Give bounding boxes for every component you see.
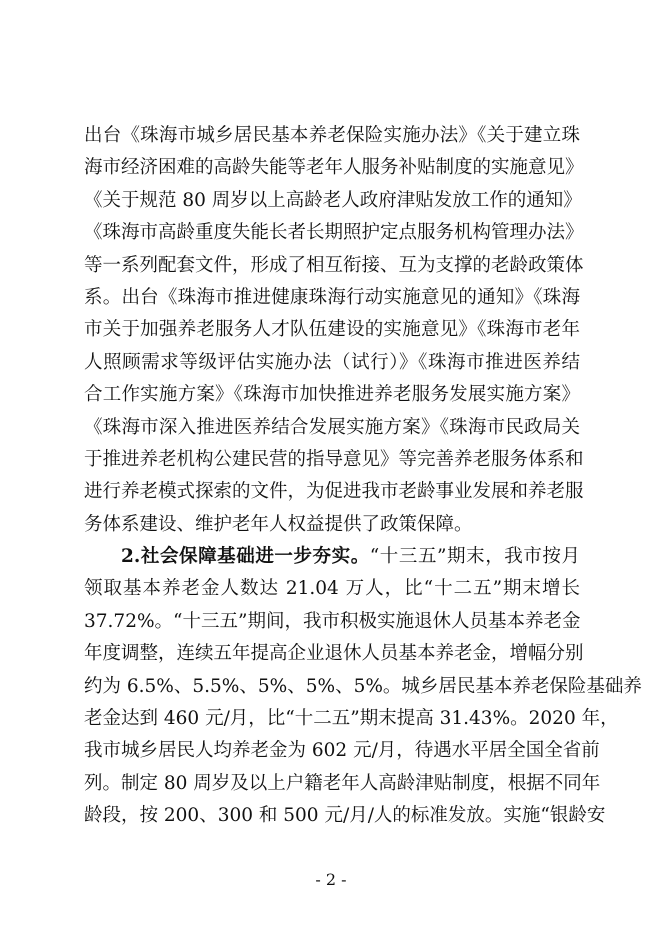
text-line: 年度调整，连续五年提高企业退休人员基本养老金，增幅分别 bbox=[84, 643, 584, 665]
text-line: 《关于规范 80 周岁以上高龄老人政府津贴发放工作的通知》 bbox=[84, 189, 582, 211]
text-line: 进行养老模式探索的文件，为促进我市老龄事业发展和养老服 bbox=[84, 481, 584, 503]
text-line: 我市城乡居民人均养老金为 602 元/月，待遇水平居全国全省前 bbox=[84, 740, 600, 762]
paragraph-social-security bbox=[84, 541, 642, 833]
text-line: 领取基本养老金人数达 21.04 万人，比“十二五”期末增长 bbox=[84, 578, 580, 600]
text-line: 《珠海市深入推进医养结合发展实施方案》《珠海市民政局关 bbox=[84, 416, 580, 438]
paragraph-first-line bbox=[84, 541, 580, 573]
text-line: 市关于加强养老服务人才队伍建设的实施意见》《珠海市老年 bbox=[84, 319, 580, 341]
text-line: 龄段，按 200、300 和 500 元/月/人的标准发放。实施“银龄安 bbox=[84, 805, 606, 827]
text-line: 出台《珠海市城乡居民基本养老保险实施办法》《关于建立珠 bbox=[84, 125, 580, 146]
text-line: 于推进养老机构公建民营的指导意见》等完善养老服务体系和 bbox=[84, 448, 584, 470]
text-line: 合工作实施方案》《珠海市加快推进养老服务发展实施方案》 bbox=[84, 384, 580, 406]
text-line: 《珠海市高龄重度失能长者长期照护定点服务机构管理办法》 bbox=[84, 222, 584, 244]
text-line: 务体系建设、维护老年人权益提供了政策保障。 bbox=[84, 513, 473, 535]
text-line: 列。制定 80 周岁及以上户籍老年人高龄津贴制度，根据不同年 bbox=[84, 772, 601, 794]
body-text bbox=[84, 120, 642, 833]
section-heading: 2.社会保障基础进一步夯实。 bbox=[121, 546, 370, 568]
text-line: 37.72%。“十三五”期间，我市积极实施退休人员基本养老金 bbox=[84, 610, 581, 632]
text-line: 系。出台《珠海市推进健康珠海行动实施意见的通知》《珠海 bbox=[84, 286, 580, 308]
text-line: 海市经济困难的高龄失能等老年人服务补贴制度的实施意见》 bbox=[84, 157, 584, 179]
text-line: 约为 6.5%、5.5%、5%、5%、5%。城乡居民基本养老保险基础养 bbox=[84, 675, 642, 697]
text-line: 老金达到 460 元/月，比“十二五”期末提高 31.43%。2020 年， bbox=[84, 708, 619, 730]
text-run: “十三五”期末，我市按月 bbox=[369, 546, 580, 568]
text-line: 等一系列配套文件，形成了相互衔接、互为支撑的老龄政策体 bbox=[84, 254, 584, 276]
text-line: 人照顾需求等级评估实施办法（试行）》《珠海市推进医养结 bbox=[84, 351, 580, 373]
paragraph-policy-documents bbox=[84, 120, 584, 541]
page-number: - 2 - bbox=[315, 870, 347, 889]
